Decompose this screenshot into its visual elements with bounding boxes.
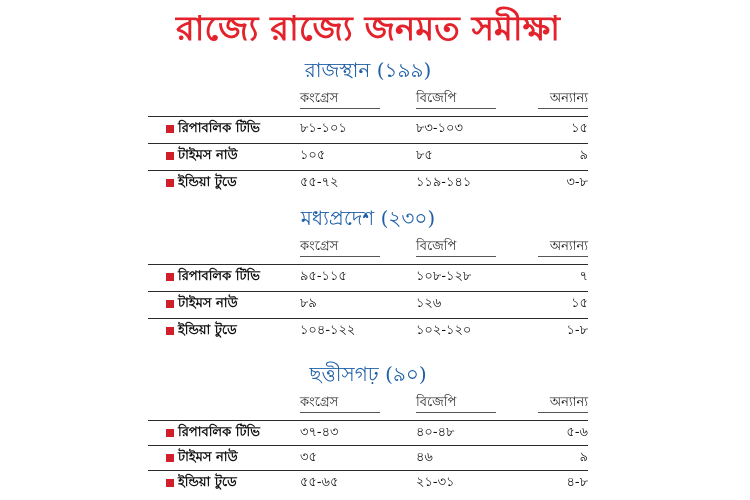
page-title: রাজ্যে রাজ্যে জনমত সমীক্ষা xyxy=(175,9,561,49)
bullet-square-icon xyxy=(166,429,174,437)
row-label: রিপাবলিক টিভি xyxy=(178,121,260,136)
header-underline xyxy=(300,108,380,109)
section-madhya-pradesh xyxy=(148,204,588,354)
congress-value: ৮৯ xyxy=(300,296,317,311)
row-label: রিপাবলিক টিভি xyxy=(178,269,260,284)
header-underline xyxy=(538,108,588,109)
congress-value: ১০৫ xyxy=(300,148,326,163)
header-underline xyxy=(538,256,588,257)
header-underline xyxy=(416,412,496,413)
bjp-value: ২১-৩১ xyxy=(416,475,455,490)
congress-value: ৯৫-১১৫ xyxy=(300,269,347,284)
column-header-others: অন্যান্য xyxy=(549,239,588,254)
row-divider xyxy=(148,116,588,117)
column-header-bjp: বিজেপি xyxy=(416,91,457,106)
column-header-others: অন্যান্য xyxy=(549,395,588,410)
row-divider xyxy=(148,318,588,319)
section-title: রাজস্থান (১৯৯) xyxy=(304,58,432,82)
column-header-congress: কংগ্রেস xyxy=(300,395,339,410)
header-underline xyxy=(538,412,588,413)
table-row xyxy=(148,291,588,318)
row-divider xyxy=(148,143,588,144)
others-value: ৩-৮ xyxy=(566,175,588,190)
column-header-bjp: বিজেপি xyxy=(416,239,457,254)
row-label: ইন্ডিয়া টুডে xyxy=(178,475,237,490)
column-header-congress: কংগ্রেস xyxy=(300,91,339,106)
column-header-others: অন্যান্য xyxy=(549,91,588,106)
row-label: টাইমস নাউ xyxy=(178,296,238,311)
row-divider xyxy=(148,420,588,421)
table-row xyxy=(148,318,588,345)
bjp-value: ১০৮-১২৮ xyxy=(416,269,472,284)
section-rajasthan xyxy=(148,56,588,206)
bullet-square-icon xyxy=(166,300,174,308)
others-value: ৭ xyxy=(579,269,588,284)
others-value: ৯ xyxy=(579,450,588,465)
survey-panel xyxy=(148,0,588,500)
others-value: ৫-৬ xyxy=(566,425,588,440)
row-label: রিপাবলিক টিভি xyxy=(178,425,260,440)
table-row xyxy=(148,170,588,197)
bullet-square-icon xyxy=(166,125,174,133)
others-value: ১-৮ xyxy=(566,323,588,338)
row-divider xyxy=(148,170,588,171)
section-chhattisgarh xyxy=(148,360,588,500)
others-value: ৪-৮ xyxy=(566,475,588,490)
row-label: ইন্ডিয়া টুডে xyxy=(178,323,237,338)
row-label: টাইমস নাউ xyxy=(178,450,238,465)
table-row xyxy=(148,264,588,291)
congress-value: ৫৫-৬৫ xyxy=(300,475,339,490)
bjp-value: ৪০-৪৮ xyxy=(416,425,455,440)
row-divider xyxy=(148,264,588,265)
bullet-square-icon xyxy=(166,454,174,462)
header-underline xyxy=(416,108,496,109)
header-underline xyxy=(300,256,380,257)
others-value: ১৫ xyxy=(571,296,588,311)
congress-value: ৫৫-৭২ xyxy=(300,175,339,190)
table-row xyxy=(148,116,588,143)
congress-value: ৩৭-৪৩ xyxy=(300,425,339,440)
table-row xyxy=(148,420,588,447)
column-header-congress: কংগ্রেস xyxy=(300,239,339,254)
row-divider xyxy=(148,291,588,292)
bjp-value: ১০২-১২০ xyxy=(416,323,472,338)
table-row xyxy=(148,470,588,497)
bullet-square-icon xyxy=(166,327,174,335)
table-row xyxy=(148,445,588,472)
section-title: ছত্তীসগঢ় (৯০) xyxy=(309,362,427,386)
header-underline xyxy=(300,412,380,413)
bjp-value: ৪৬ xyxy=(416,450,433,465)
row-label: টাইমস নাউ xyxy=(178,148,238,163)
section-title: মধ্যপ্রদেশ (২৩০) xyxy=(300,206,436,230)
bjp-value: ১২৬ xyxy=(416,296,442,311)
row-label: ইন্ডিয়া টুডে xyxy=(178,175,237,190)
bullet-square-icon xyxy=(166,273,174,281)
bjp-value: ৮৫ xyxy=(416,148,433,163)
row-divider xyxy=(148,445,588,446)
bullet-square-icon xyxy=(166,479,174,487)
others-value: ১৫ xyxy=(571,121,588,136)
congress-value: ৩৫ xyxy=(300,450,317,465)
bullet-square-icon xyxy=(166,179,174,187)
others-value: ৯ xyxy=(579,148,588,163)
bjp-value: ৮৩-১০৩ xyxy=(416,121,463,136)
bullet-square-icon xyxy=(166,152,174,160)
column-header-bjp: বিজেপি xyxy=(416,395,457,410)
row-divider xyxy=(148,470,588,471)
table-row xyxy=(148,143,588,170)
bjp-value: ১১৯-১৪১ xyxy=(416,175,472,190)
congress-value: ১০৪-১২২ xyxy=(300,323,356,338)
header-underline xyxy=(416,256,496,257)
congress-value: ৮১-১০১ xyxy=(300,121,347,136)
